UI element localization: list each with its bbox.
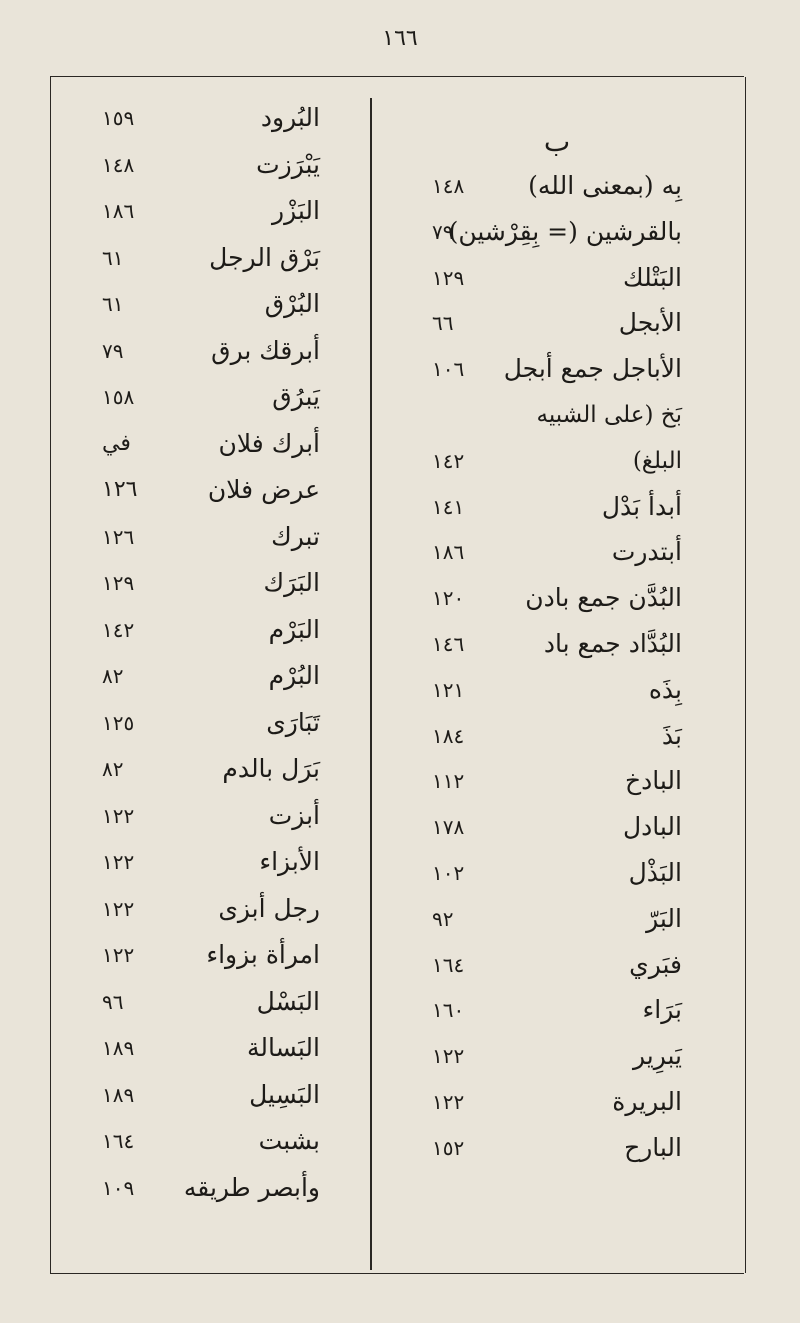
entry-word: أبزت	[268, 800, 320, 830]
entry-page-number: في	[102, 430, 131, 456]
entry-word: يَبرُق	[272, 382, 320, 411]
index-entry	[50, 1119, 370, 1163]
entry-word: البَرْم	[268, 614, 320, 644]
index-entry	[50, 189, 370, 233]
entry-word: البريرة	[612, 1087, 682, 1116]
index-entry	[50, 561, 370, 605]
entry-page-number: ١٢٢	[102, 896, 135, 921]
entry-page-number: ٦١	[102, 292, 124, 316]
entry-word: وأبصر طريقه	[183, 1172, 320, 1202]
index-entry	[50, 1073, 370, 1117]
entry-page-number: ١٦٠	[432, 998, 465, 1023]
entry-page-number: ٩٢	[432, 906, 454, 931]
entry-word: البَسِيل	[249, 1079, 320, 1109]
index-entry	[50, 980, 370, 1024]
entry-word: البُدَّاد جمع باد	[543, 629, 682, 658]
index-entry	[50, 840, 370, 884]
letter-heading: ب	[543, 125, 571, 158]
entry-word: البَرَك	[263, 568, 320, 597]
entry-word: البَزْر	[272, 196, 320, 225]
entry-page-number: ١٢٢	[102, 943, 135, 967]
entry-page-number: ١٥٩	[102, 106, 135, 130]
entry-word: أبرقك برق	[211, 335, 320, 365]
entry-word: البُدَّن جمع بادن	[525, 583, 682, 613]
index-entry	[372, 668, 742, 712]
entry-page-number: ١٢٢	[432, 1090, 465, 1114]
index-entry	[372, 1126, 742, 1170]
entry-page-number: ١٤٨	[432, 174, 465, 198]
entry-word: البادل	[622, 812, 682, 842]
entry-word: الأباجل جمع أبجل	[503, 354, 682, 384]
entry-word: البُرْق	[264, 289, 320, 318]
index-entry	[50, 375, 370, 419]
entry-word: رجل أبزى	[218, 893, 320, 923]
entry-page-number: ١٢٦	[102, 477, 138, 502]
entry-word: البَرّ	[646, 903, 682, 933]
index-entry	[50, 701, 370, 745]
index-entry	[372, 714, 742, 758]
entry-page-number: ١٠٩	[102, 1175, 135, 1200]
entry-word: البُرْم	[268, 661, 320, 690]
index-entry	[50, 282, 370, 326]
index-entry	[50, 468, 370, 512]
entry-word: تَبَارَى	[266, 707, 320, 737]
entry-page-number: ١٠٢	[432, 861, 465, 885]
index-entry	[50, 747, 370, 791]
entry-word: البلغ)	[632, 447, 682, 474]
entry-word: يَبرِير	[632, 1041, 682, 1071]
index-entry	[50, 236, 370, 280]
entry-page-number: ١١٢	[432, 769, 465, 794]
entry-word: الأبجل	[618, 308, 682, 338]
page-number: ١٦٦	[382, 26, 418, 51]
entry-page-number: ١٥٨	[102, 385, 135, 409]
entry-word: البَسالة	[246, 1033, 320, 1062]
index-entry	[372, 485, 742, 529]
entry-page-number: ٨٢	[102, 664, 124, 688]
entry-page-number: ١٨٦	[102, 199, 135, 223]
index-entry	[50, 96, 370, 140]
index-entry	[50, 143, 370, 187]
entry-page-number: ٧٩	[432, 219, 454, 244]
entry-word: بالقرشين (= بِقِرْشين)	[448, 216, 682, 246]
entry-page-number: ١٦٤	[102, 1129, 135, 1153]
entry-page-number: ٨٢	[102, 757, 124, 781]
entry-word: فبَري	[629, 949, 682, 979]
index-entry	[372, 347, 742, 391]
entry-page-number: ١٢٩	[102, 571, 135, 595]
index-entry	[372, 393, 742, 437]
index-entry	[372, 1034, 742, 1078]
index-entry	[372, 851, 742, 895]
index-entry	[372, 530, 742, 574]
entry-page-number: ١٢٠	[432, 586, 465, 611]
index-entry	[372, 256, 742, 300]
entry-page-number: ٦٦	[432, 311, 454, 336]
index-entry	[50, 887, 370, 931]
entry-word: البَذْل	[628, 858, 682, 887]
entry-page-number: ٧٩	[102, 338, 124, 363]
entry-page-number: ١٢٦	[102, 524, 135, 549]
entry-page-number: ٦١	[102, 245, 124, 270]
entry-word: بَرَاء	[642, 995, 682, 1025]
index-entry	[372, 439, 742, 483]
entry-page-number: ١٤٢	[102, 617, 135, 642]
entry-page-number: ١٤١	[432, 494, 465, 519]
entry-page-number: ١٢١	[432, 677, 465, 702]
index-entry	[50, 329, 370, 373]
index-entry	[50, 422, 370, 466]
entry-word: بَرْق الرجل	[209, 242, 320, 272]
entry-page-number: ٩٦	[102, 989, 124, 1014]
entry-page-number: ١٨٩	[102, 1036, 135, 1060]
entry-word: البُرود	[260, 103, 320, 132]
entry-word: بَذَ	[661, 720, 682, 750]
entry-word: امرأة بزواء	[206, 940, 320, 969]
entry-word: بِه (بمعنى الله)	[528, 171, 682, 200]
entry-page-number: ١٤٢	[432, 448, 465, 473]
entry-word: البادخ	[625, 766, 682, 796]
entry-word: البَسْل	[256, 986, 320, 1016]
entry-word: بَرَل بالدم	[222, 754, 320, 783]
entry-word: عرض فلان	[207, 475, 320, 504]
index-entry	[372, 943, 742, 987]
entry-word: أبدأ بَدْل	[601, 491, 682, 521]
entry-page-number: ١٨٦	[432, 540, 465, 565]
index-entry	[372, 576, 742, 620]
entry-page-number: ١٢٢	[432, 1044, 465, 1069]
index-entry	[50, 794, 370, 838]
entry-page-number: ١٢٩	[432, 265, 465, 290]
entry-word: يَبْرَزت	[256, 149, 320, 179]
index-entry	[372, 1080, 742, 1124]
entry-word: تبرك	[271, 521, 320, 551]
entry-word: بشبت	[258, 1126, 320, 1155]
entry-page-number: ١٢٢	[102, 850, 135, 874]
index-entry	[372, 805, 742, 849]
index-entry	[372, 210, 742, 254]
entry-word: بَخ (على الشبيه	[536, 402, 682, 428]
entry-word: البارح	[624, 1132, 682, 1162]
entry-page-number: ١٧٨	[432, 815, 465, 840]
entry-word: البَتْلك	[623, 262, 682, 292]
entry-word: بِذَه	[648, 674, 682, 704]
entry-page-number: ١٨٩	[102, 1082, 135, 1107]
entry-page-number: ١٢٥	[102, 710, 135, 735]
index-entry	[372, 164, 742, 208]
index-entry	[372, 759, 742, 803]
entry-page-number: ١٤٦	[432, 632, 465, 656]
entry-page-number: ١٥٢	[432, 1135, 465, 1160]
entry-page-number: ١٨٤	[432, 723, 465, 748]
entry-page-number: ١٠٦	[432, 357, 465, 382]
index-entry	[50, 933, 370, 977]
index-entry	[50, 1166, 370, 1210]
index-entry	[50, 515, 370, 559]
entry-word: أبرك فلان	[218, 428, 320, 458]
entry-page-number: ١٢٢	[102, 803, 135, 828]
entry-page-number: ١٦٤	[432, 952, 465, 977]
index-entry	[372, 301, 742, 345]
index-entry	[50, 1026, 370, 1070]
entry-word: الأبزاء	[259, 847, 320, 876]
index-entry	[372, 988, 742, 1032]
index-entry	[372, 622, 742, 666]
entry-page-number: ١٤٨	[102, 152, 135, 177]
index-entry	[50, 608, 370, 652]
entry-word: أبتدرت	[611, 537, 682, 567]
index-entry	[372, 897, 742, 941]
index-entry	[50, 654, 370, 698]
